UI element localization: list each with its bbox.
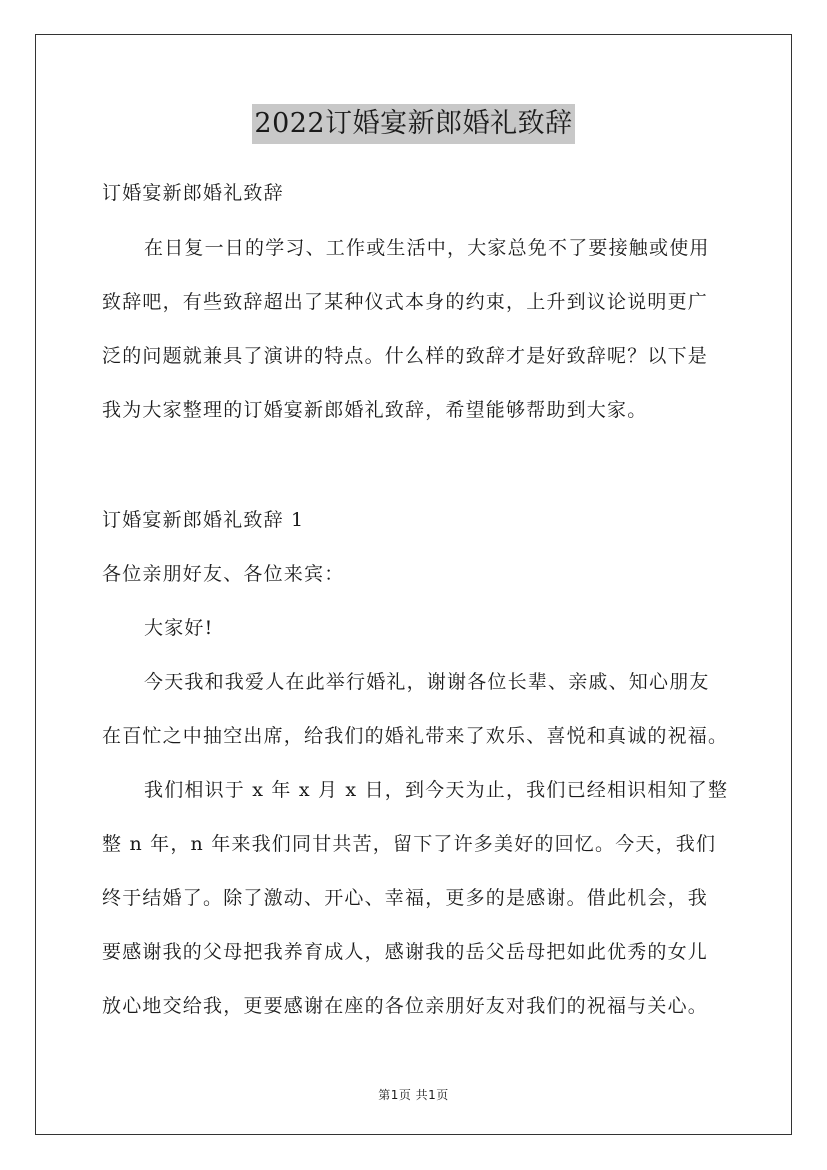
paragraph2-line: 整 n 年，n 年来我们同甘共苦，留下了许多美好的回忆。今天，我们 <box>102 833 717 855</box>
subtitle: 订婚宴新郎婚礼致辞 <box>102 182 284 204</box>
intro-line: 致辞吧，有些致辞超出了某种仪式本身的约束，上升到议论说明更广 <box>102 291 709 313</box>
paragraph1-line: 在百忙之中抽空出席，给我们的婚礼带来了欢乐、喜悦和真诚的祝福。 <box>102 725 729 747</box>
intro-line: 泛的问题就兼具了演讲的特点。什么样的致辞才是好致辞呢？以下是 <box>102 345 709 367</box>
intro-line: 在日复一日的学习、工作或生活中，大家总免不了要接触或使用 <box>144 237 710 259</box>
page-footer: 第1页 共1页 <box>378 1088 449 1102</box>
paragraph2-line: 要感谢我的父母把我养育成人，感谢我的岳父岳母把如此优秀的女儿 <box>102 941 709 963</box>
section-heading: 订婚宴新郎婚礼致辞 1 <box>102 509 305 531</box>
intro-line: 我为大家整理的订婚宴新郎婚礼致辞，希望能够帮助到大家。 <box>102 399 648 421</box>
title-container <box>0 104 827 144</box>
paragraph2-line: 放心地交给我，更要感谢在座的各位亲朋好友对我们的祝福与关心。 <box>102 995 709 1017</box>
paragraph2-line: 我们相识于 x 年 x 月 x 日，到今天为止，我们已经相识相知了整 <box>144 779 729 801</box>
salutation: 各位亲朋好友、各位来宾： <box>102 563 345 585</box>
paragraph2-line: 终于结婚了。除了激动、开心、幸福，更多的是感谢。借此机会，我 <box>102 887 709 909</box>
paragraph1-line: 今天我和我爱人在此举行婚礼，谢谢各位长辈、亲戚、知心朋友 <box>144 671 710 693</box>
greeting: 大家好! <box>144 617 214 639</box>
document-title: 2022订婚宴新郎婚礼致辞 <box>252 104 574 144</box>
